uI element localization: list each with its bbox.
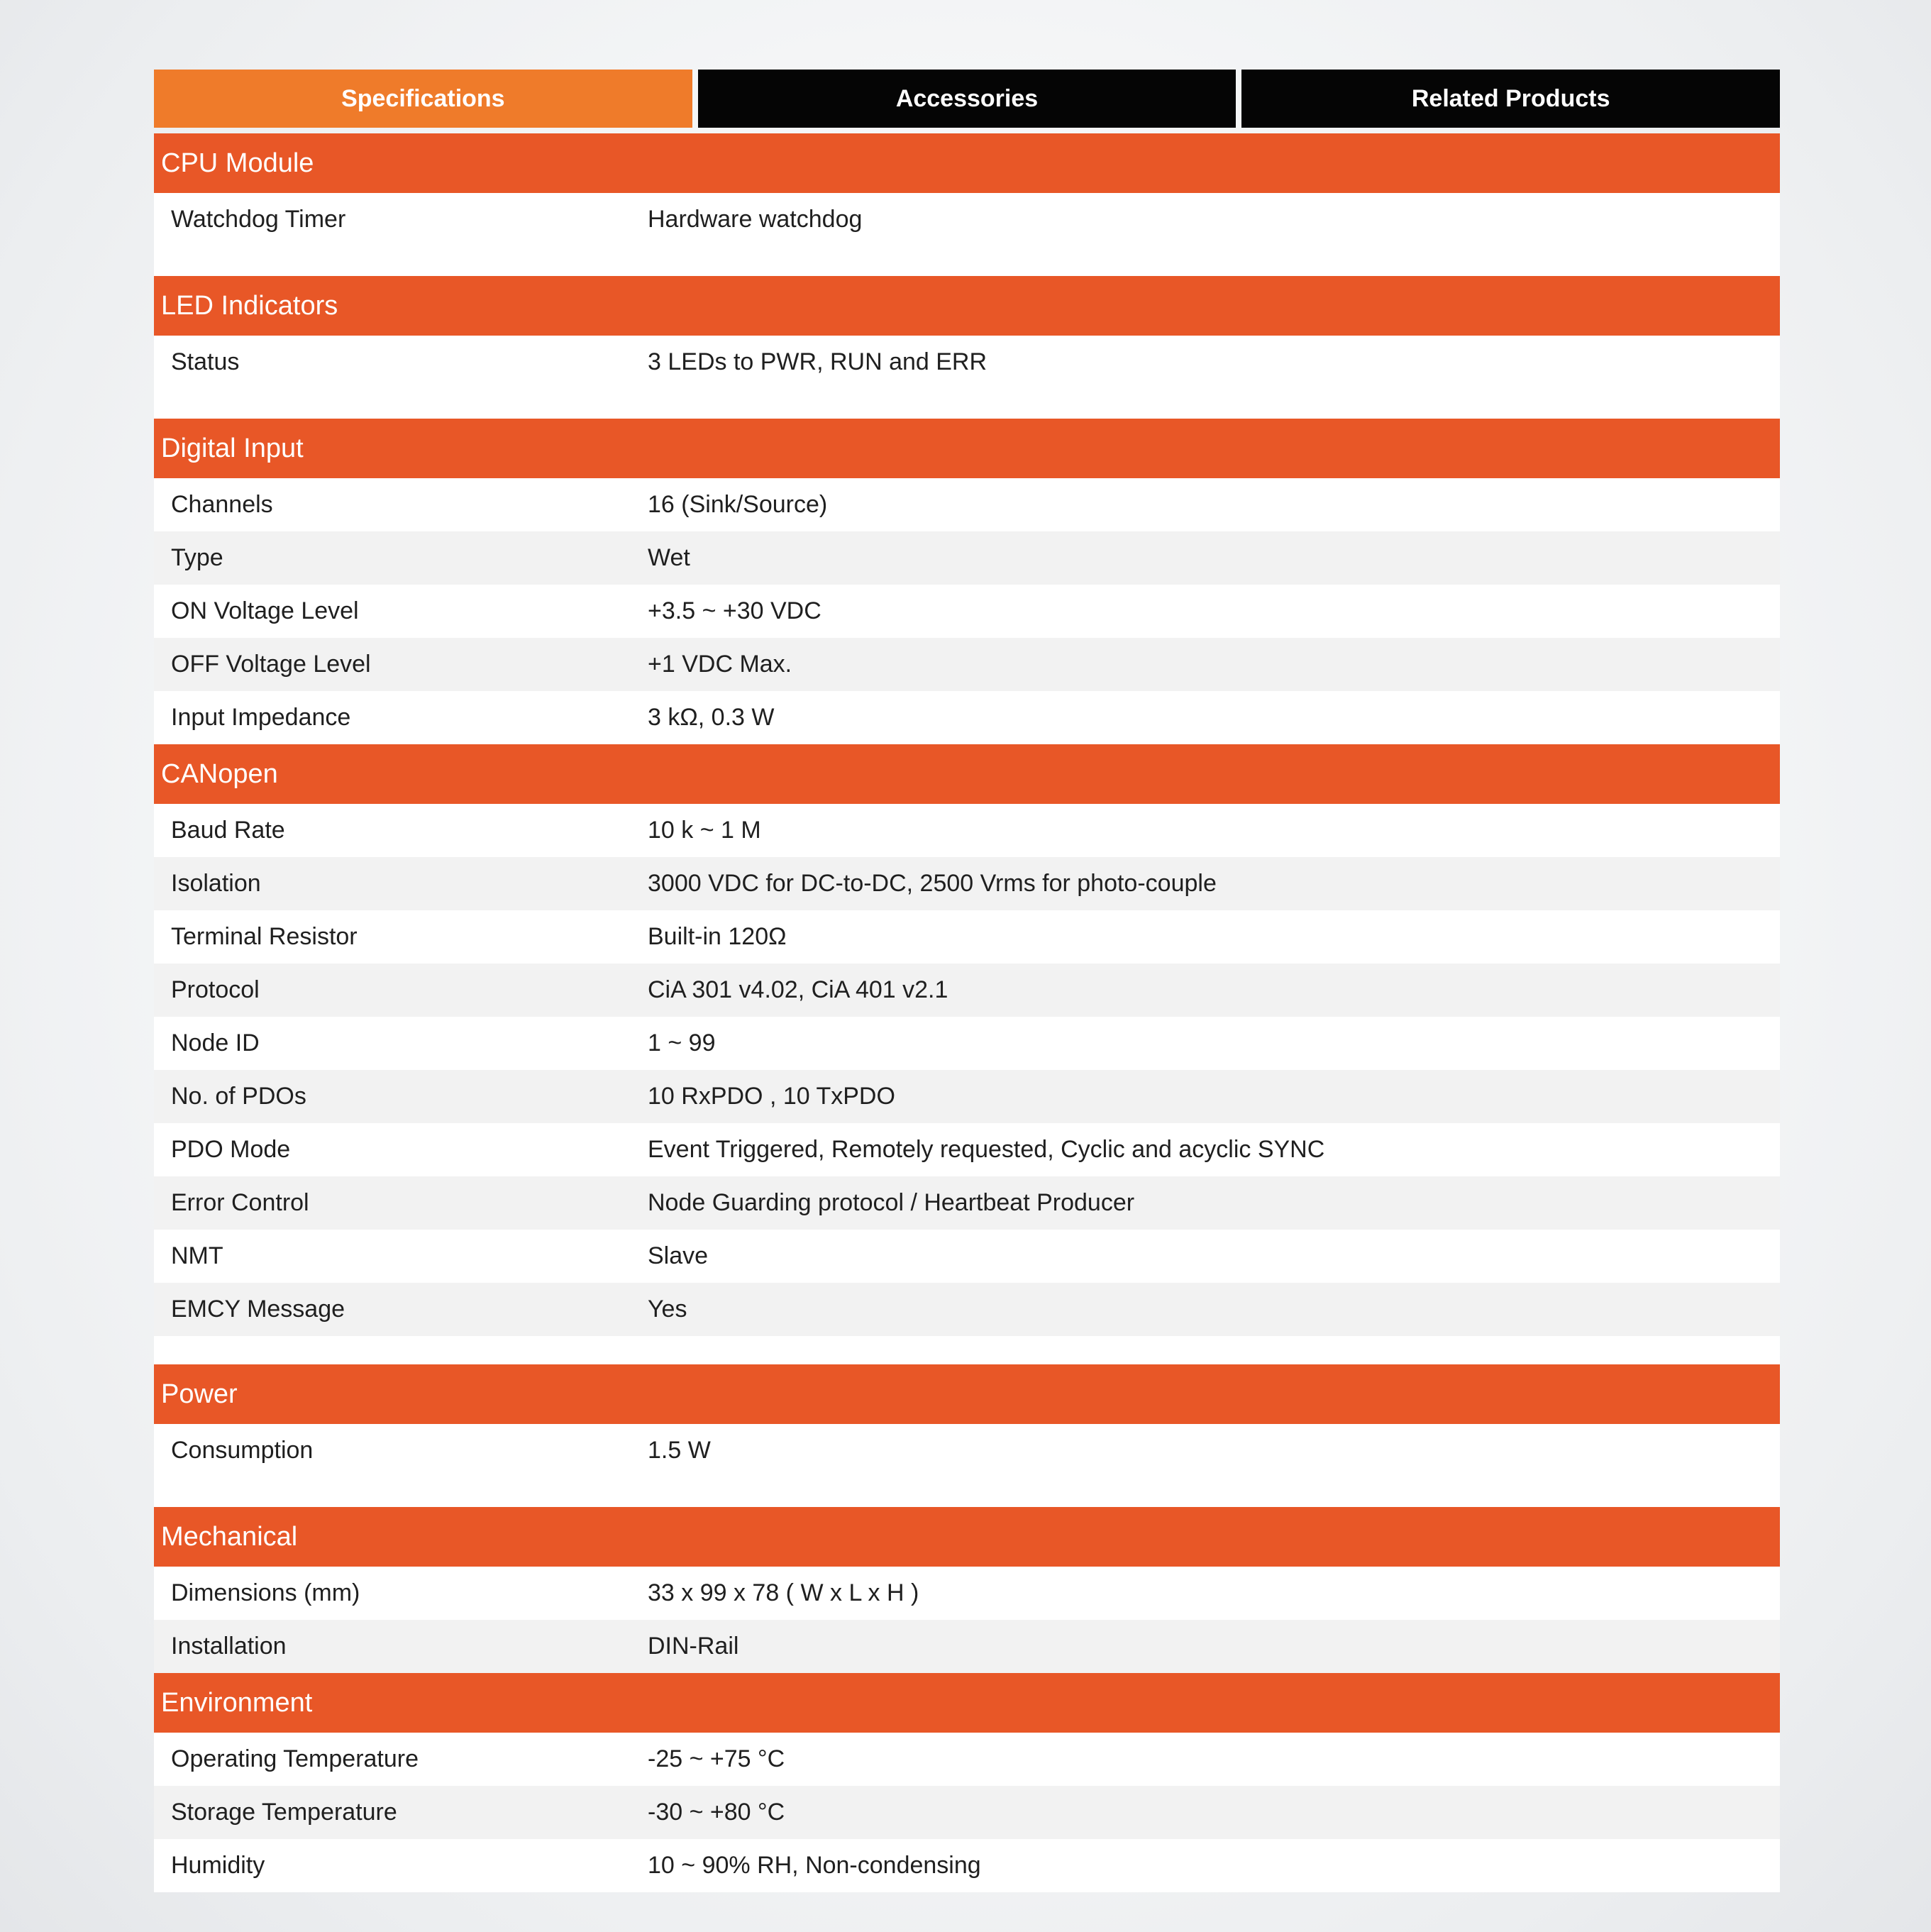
- table-row: [154, 193, 1780, 246]
- table-row: [154, 1176, 1780, 1230]
- spec-value: Event Triggered, Remotely requested, Cyclic and acyclic SYNC: [648, 1136, 1325, 1163]
- table-row: [154, 1839, 1780, 1892]
- spec-label: Storage Temperature: [171, 1799, 397, 1826]
- table-row: [154, 964, 1780, 1017]
- table-row: [154, 1230, 1780, 1283]
- spec-value: 3000 VDC for DC-to-DC, 2500 Vrms for photo-couple: [648, 870, 1217, 897]
- spec-label: Type: [171, 544, 223, 571]
- spec-label: Status: [171, 348, 240, 375]
- spec-value: -25 ~ +75 °C: [648, 1745, 785, 1772]
- spec-value: 33 x 99 x 78 ( W x L x H ): [648, 1579, 919, 1606]
- table-row: [154, 1620, 1780, 1673]
- spec-value: 1.5 W: [648, 1437, 711, 1464]
- section-cpu-module: [154, 133, 1780, 276]
- section-power: [154, 1364, 1780, 1507]
- spec-value: Hardware watchdog: [648, 206, 863, 233]
- spec-label: Error Control: [171, 1189, 309, 1216]
- spec-value: Node Guarding protocol / Heartbeat Producer: [648, 1189, 1135, 1216]
- table-row: [154, 531, 1780, 585]
- tab-specifications[interactable]: Specifications: [154, 70, 692, 128]
- section-header: Mechanical: [154, 1507, 1780, 1567]
- spec-label: Baud Rate: [171, 817, 285, 844]
- spec-label: Isolation: [171, 870, 261, 897]
- table-row: [154, 857, 1780, 910]
- section-header: Power: [154, 1364, 1780, 1424]
- section-canopen: [154, 744, 1780, 1364]
- table-row: [154, 691, 1780, 744]
- spec-label: Channels: [171, 491, 273, 518]
- section-spacer: [154, 1477, 1780, 1507]
- spec-label: Installation: [171, 1633, 287, 1660]
- table-row: [154, 1567, 1780, 1620]
- spec-label: NMT: [171, 1242, 223, 1269]
- table-row: [154, 1070, 1780, 1123]
- spec-value: Built-in 120Ω: [648, 923, 787, 950]
- spec-value: +3.5 ~ +30 VDC: [648, 597, 821, 624]
- spec-label: Operating Temperature: [171, 1745, 419, 1772]
- spec-value: Wet: [648, 544, 690, 571]
- tab-accessories[interactable]: Accessories: [698, 70, 1236, 128]
- spec-value: DIN-Rail: [648, 1633, 739, 1660]
- table-row: [154, 336, 1780, 389]
- spec-value: 10 RxPDO , 10 TxPDO: [648, 1083, 895, 1110]
- spec-label: OFF Voltage Level: [171, 651, 371, 678]
- tab-bar: [154, 70, 1780, 128]
- spec-panel: [154, 70, 1780, 1892]
- section-header: CANopen: [154, 744, 1780, 804]
- table-row: [154, 1283, 1780, 1336]
- tab-related-products[interactable]: Related Products: [1241, 70, 1780, 128]
- section-environment: [154, 1673, 1780, 1892]
- spec-label: Protocol: [171, 976, 260, 1003]
- table-row: [154, 638, 1780, 691]
- spec-value: -30 ~ +80 °C: [648, 1799, 785, 1826]
- spec-label: Dimensions (mm): [171, 1579, 360, 1606]
- spec-value: 3 LEDs to PWR, RUN and ERR: [648, 348, 987, 375]
- table-row: [154, 585, 1780, 638]
- spec-label: EMCY Message: [171, 1296, 345, 1323]
- section-spacer: [154, 389, 1780, 419]
- spec-label: Humidity: [171, 1852, 265, 1879]
- spec-value: 10 ~ 90% RH, Non-condensing: [648, 1852, 981, 1879]
- section-led-indicators: [154, 276, 1780, 419]
- spec-label: No. of PDOs: [171, 1083, 306, 1110]
- table-row: [154, 1017, 1780, 1070]
- spec-value: 10 k ~ 1 M: [648, 817, 761, 844]
- section-spacer: [154, 1336, 1780, 1364]
- section-header: Digital Input: [154, 419, 1780, 478]
- spec-label: PDO Mode: [171, 1136, 291, 1163]
- spec-label: Watchdog Timer: [171, 206, 346, 233]
- spec-value: Slave: [648, 1242, 709, 1269]
- spec-value: Yes: [648, 1296, 687, 1323]
- section-header: LED Indicators: [154, 276, 1780, 336]
- spec-value: +1 VDC Max.: [648, 651, 792, 678]
- spec-label: ON Voltage Level: [171, 597, 359, 624]
- spec-label: Input Impedance: [171, 704, 351, 731]
- spec-table: [154, 133, 1780, 1892]
- spec-value: 16 (Sink/Source): [648, 491, 828, 518]
- table-row: [154, 1786, 1780, 1839]
- spec-value: CiA 301 v4.02, CiA 401 v2.1: [648, 976, 948, 1003]
- spec-value: 1 ~ 99: [648, 1030, 716, 1056]
- spec-label: Node ID: [171, 1030, 260, 1056]
- section-header: Environment: [154, 1673, 1780, 1733]
- section-digital-input: [154, 419, 1780, 744]
- section-header: CPU Module: [154, 133, 1780, 193]
- section-spacer: [154, 246, 1780, 276]
- section-mechanical: [154, 1507, 1780, 1673]
- table-row: [154, 804, 1780, 857]
- table-row: [154, 1424, 1780, 1477]
- spec-value: 3 kΩ, 0.3 W: [648, 704, 775, 731]
- table-row: [154, 1123, 1780, 1176]
- table-row: [154, 910, 1780, 964]
- table-row: [154, 478, 1780, 531]
- table-row: [154, 1733, 1780, 1786]
- spec-label: Terminal Resistor: [171, 923, 358, 950]
- spec-label: Consumption: [171, 1437, 314, 1464]
